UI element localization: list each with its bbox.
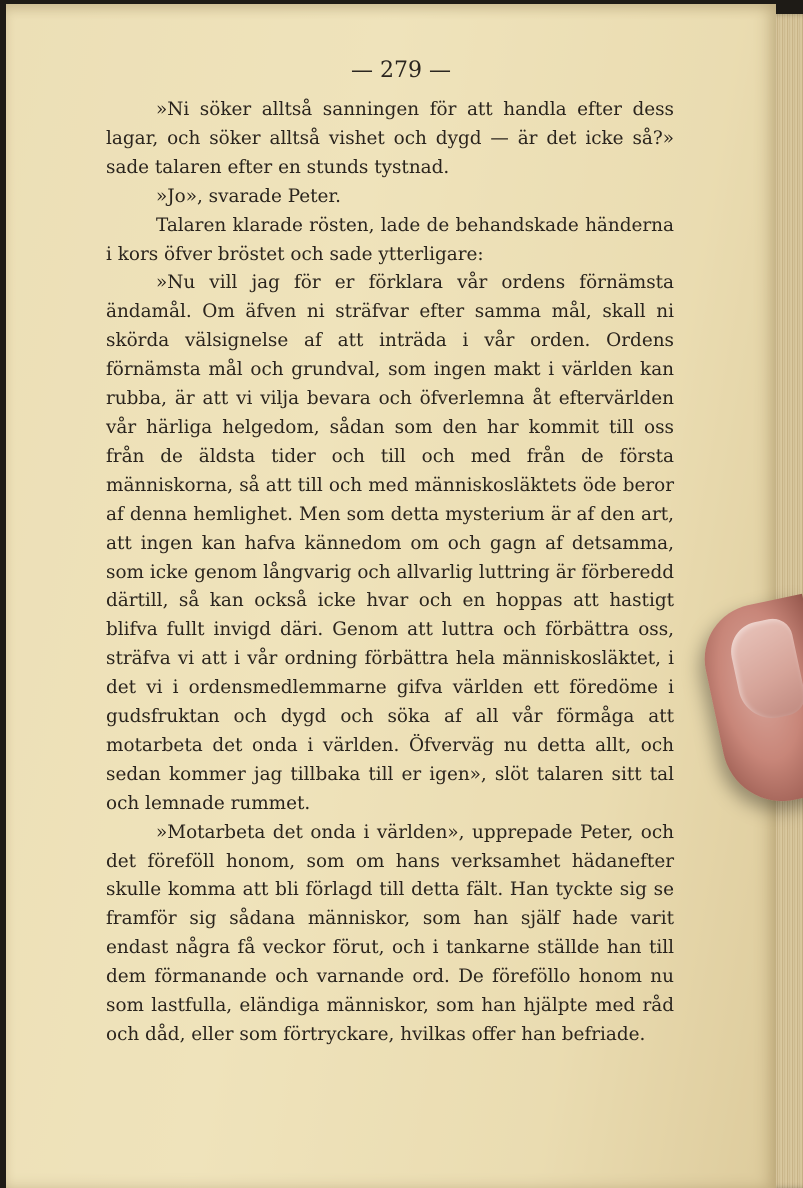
paragraph-3: Talaren klarade rösten, lade de behandskade händerna i kors öfver bröstet och sade ytterligare: xyxy=(106,214,674,265)
book-page xyxy=(6,4,776,1188)
paragraph-4: »Nu vill jag för er förklara vår ordens förnämsta ändamål. Om äfven ni sträfvar efter samma mål, skall ni skörda välsignelse af att inträda i vår orden. Ordens förnämsta mål och grundval, som ingen makt i världen kan rubba, är att vi vilja bevara och öfverlemna åt eftervärlden vår härliga helgedom, sådan som den har kommit till oss från de äldsta tider och till och med från de första människorna, så att till och med människosläktets öde beror af denna hemlighet. Men som detta mysterium är af den art, att ingen kan hafva kännedom om och gagn af detsamma, som icke genom långvarig och allvarlig luttring är förberedd därtill, så kan också icke hvar och en hoppas att hastigt blifva fullt invigd däri. Genom att luttra och förbättra oss, sträfva vi att i vår ordning förbättra hela människosläktet, i det vi i ordensmedlemmarne gifva världen ett föredöme i gudsfruktan och dygd och söka af all vår förmåga att motarbeta det onda i världen. Öfverväg nu detta allt, och sedan kommer jag tillbaka till er igen», slöt talaren sitt tal och lemnade rummet. xyxy=(106,272,674,814)
page-number: — 279 — xyxy=(351,58,451,83)
paragraph-1: »Ni söker alltså sanningen för att handla efter dess lagar, och söker alltså vishet och dygd — är det icke så?» sade talaren efter en stunds tystnad. xyxy=(106,99,674,178)
page-text xyxy=(106,96,674,1050)
paragraph-2: »Jo», svarade Peter. xyxy=(156,185,342,207)
paragraph-5: »Motarbeta det onda i världen», upprepade Peter, och det föreföll honom, som om hans verksamhet hädanefter skulle komma att bli förlagd till detta fält. Han tyckte sig se framför sig sådana människor, som han själf hade varit endast några få veckor förut, och i tankarne ställde han till dem förmanande och varnande ord. De föreföllo honom nu som lastfulla, eländiga människor, som han hjälpte med råd och dåd, eller som förtryckare, hvilkas offer han befriade. xyxy=(106,821,674,1045)
thumbnail-nail xyxy=(726,615,803,724)
